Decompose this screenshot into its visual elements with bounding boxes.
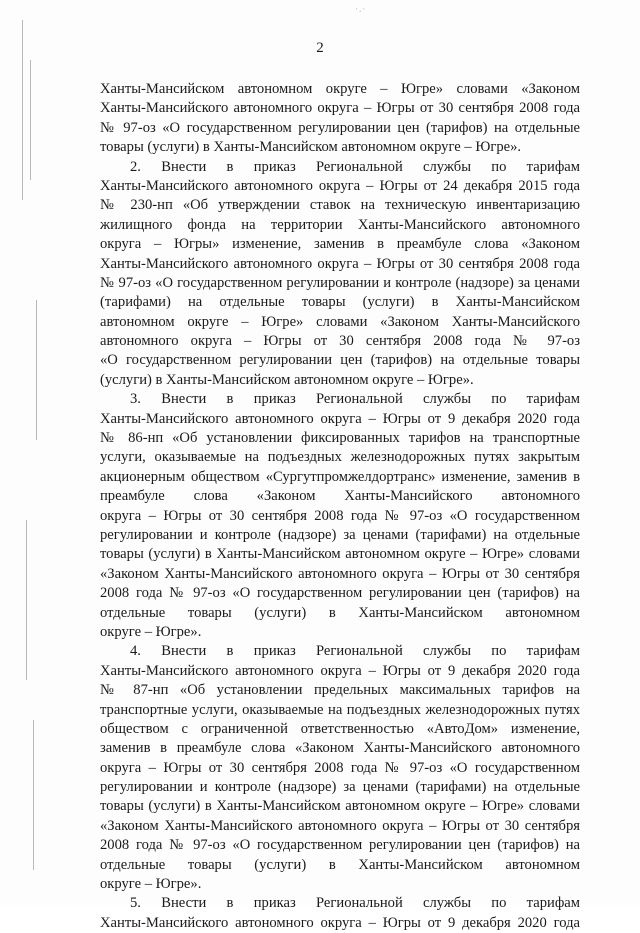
text-line: Ханты-Мансийского автономного округа – Югры от 30 сентября 2008 года (100, 255, 580, 272)
text-line: округа – Югры» изменение, заменив в преамбуле слова «Законом (100, 236, 580, 253)
text-line: № 97-оз «О государственном регулировании и контроле (надзоре) за ценами (100, 274, 580, 291)
text-line: «Законом Ханты-Мансийского автономного округа – Югры от 30 сентября (100, 817, 580, 834)
text-line: акционерным обществом «Сургутпромжелдортранс» изменение, заменив в (100, 468, 580, 485)
text-line: жилищного фонда на территории Ханты-Мансийского автономного (100, 216, 580, 233)
text-line: товары (услуги) в Ханты-Мансийском автономном округе – Югре» словами (100, 546, 580, 563)
scan-smudge: ·.· (355, 4, 367, 14)
text-line: 2008 года № 97-оз «О государственном регулировании цен (тарифов) на (100, 585, 580, 602)
text-line: Ханты-Мансийского автономного округа – Югры от 30 сентября 2008 года (100, 100, 580, 117)
text-line: товары (услуги) в Ханты-Мансийском автономном округе – Югре» словами (100, 798, 580, 815)
text-line: № 86-нп «Об установлении фиксированных тарифов на транспортные (100, 430, 580, 447)
text-line: преамбуле слова «Законом Ханты-Мансийского автономного (100, 488, 580, 505)
text-line: Ханты-Мансийского автономного округа – Югры от 9 декабря 2020 года (100, 410, 580, 427)
text-line: № 87-нп «Об установлении предельных максимальных тарифов на (100, 682, 580, 699)
text-line: автономного округа – Югры от 30 сентября 2008 года № 97-оз (100, 333, 580, 350)
text-line: 4. Внести в приказ Региональной службы по тарифам (130, 643, 580, 660)
text-line: отдельные товары (услуги) в Ханты-Мансийском автономном (100, 856, 580, 873)
text-line: (тарифами) на отдельные товары (услуги) в Ханты-Мансийском (100, 294, 580, 311)
text-line: Ханты-Мансийского автономного округа – Югры от 9 декабря 2020 года (100, 914, 580, 931)
text-line: округе – Югре». (100, 623, 202, 640)
text-line: транспортные услуги, оказываемые на подъездных железнодорожных путях (100, 701, 580, 718)
text-line: Ханты-Мансийском автономном округе – Югре» словами «Законом (100, 81, 580, 97)
text-line: 2008 года № 97-оз «О государственном регулировании цен (тарифов) на (100, 837, 580, 854)
scan-binding-mark (33, 720, 34, 870)
text-line: отдельные товары (услуги) в Ханты-Мансийском автономном (100, 604, 580, 621)
text-line: Ханты-Мансийского автономного округа – Югры от 24 декабря 2015 года (100, 177, 580, 194)
paragraph (100, 158, 580, 391)
document-body (100, 80, 580, 933)
text-line: «Законом Ханты-Мансийского автономного округа – Югры от 30 сентября (100, 565, 580, 582)
paragraph (100, 894, 580, 933)
paragraph (100, 390, 580, 642)
text-line: товары (услуги) в Ханты-Мансийском автономном округе – Югре». (100, 139, 522, 156)
scan-binding-mark (30, 60, 31, 180)
text-line: округа – Югры от 30 сентября 2008 года № 97-оз «О государственном (100, 507, 580, 524)
page-number: 2 (316, 40, 324, 56)
text-line: 2. Внести в приказ Региональной службы по тарифам (130, 158, 580, 175)
text-line: «О государственном регулировании цен (тарифов) на отдельные товары (100, 352, 580, 369)
text-line: услуги, оказываемые на подъездных железнодорожных путях закрытым (100, 449, 580, 466)
text-line: обществом с ограниченной ответственностью «АвтоДом» изменение, (100, 720, 580, 737)
text-line: регулировании и контроле (надзоре) за ценами (тарифами) на отдельные (100, 779, 580, 796)
text-line: 5. Внести в приказ Региональной службы по тарифам (130, 895, 580, 912)
paragraph (100, 642, 580, 894)
text-line: заменив в преамбуле слова «Законом Ханты-Мансийского автономного (100, 740, 580, 757)
scan-binding-mark (36, 300, 37, 440)
text-line: (услуги) в Ханты-Мансийском автономном округе – Югре». (100, 371, 474, 388)
text-line: 3. Внести в приказ Региональной службы по тарифам (130, 391, 580, 408)
text-line: автономном округе – Югре» словами «Законом Ханты-Мансийского (100, 313, 580, 330)
scan-binding-mark (26, 520, 27, 680)
text-line: округе – Югре». (100, 876, 202, 893)
text-line: № 97-оз «О государственном регулировании цен (тарифов) на отдельные (100, 119, 580, 136)
text-line: округа – Югры от 30 сентября 2008 года № 97-оз «О государственном (100, 759, 580, 776)
text-line: регулировании и контроле (надзоре) за ценами (тарифами) на отдельные (100, 526, 580, 543)
text-line: Ханты-Мансийского автономного округа – Югры от 9 декабря 2020 года (100, 662, 580, 679)
paragraph (100, 80, 580, 158)
text-line: № 230-нп «Об утверждении ставок на техническую инвентаризацию (100, 197, 580, 214)
